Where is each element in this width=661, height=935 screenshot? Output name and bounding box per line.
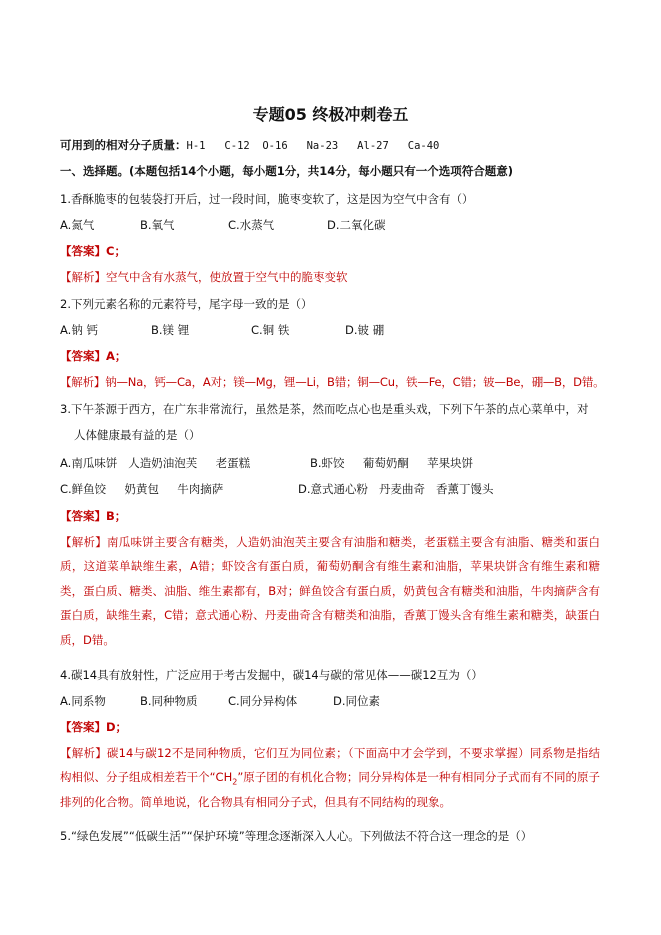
q3-option-d: D.意式通心粉 丹麦曲奇 香薰丁馒头 <box>298 482 494 496</box>
q2-option-c: C.铜 铁 <box>251 323 290 337</box>
q4-explanation <box>60 741 600 814</box>
q2-stem: 2.下列元素名称的元素符号，尾字母一致的是（） <box>60 297 313 311</box>
q3-option-a: A.南瓜味饼 人造奶油泡芙 老蛋糕 <box>60 456 251 470</box>
q1-explanation: 【解析】空气中含有水蒸气，使放置于空气中的脆枣变软 <box>60 270 348 284</box>
q4-option-b: B.同种物质 <box>140 694 198 708</box>
q4-explanation-part1: 【解析】碳14与碳12不是同种物质，它们互为同位素；（下面高中才会学到，不要求掌握）同系物是指结构相似、分子组成相差若干个“CH <box>60 746 600 785</box>
q1-stem: 1.香酥脆枣的包装袋打开后，过一段时间，脆枣变软了，这是因为空气中含有（） <box>60 192 474 206</box>
q4-option-c: C.同分异构体 <box>228 694 298 708</box>
q3-option-c: C.鲜鱼饺 奶黄包 牛肉摘萨 <box>60 482 224 496</box>
q1-answer: 【答案】C； <box>60 244 126 258</box>
q1-option-d: D.二氧化碳 <box>327 218 386 232</box>
section-heading: 一、选择题。(本题包括14个小题，每小题1分，共14分，每小题只有一个选项符合题意) <box>60 164 514 178</box>
atomic-masses-values: H-1 C-12 O-16 Na-23 Al-27 Ca-40 <box>186 140 440 152</box>
q2-option-d: D.铍 硼 <box>345 323 385 337</box>
q1-option-a: A.氮气 <box>60 218 95 232</box>
q2-explanation: 【解析】钠—Na，钙—Ca，A对；镁—Mg，锂—Li，B错；铜—Cu，铁—Fe，C错；铍—Be，硼—B，D错。 <box>60 375 605 389</box>
q2-option-b: B.镁 锂 <box>151 323 190 337</box>
q1-option-c: C.水蒸气 <box>228 218 275 232</box>
q3-stem-line1: 3.下午茶源于西方，在广东非常流行，虽然是茶，然而吃点心也是重头戏，下列下午茶的点心菜单中，对 <box>60 402 589 416</box>
page-title: 专题05 终极冲刺卷五 <box>252 105 409 124</box>
q5-stem: 5.“绿色发展”“低碳生活”“保护环境”等理念逐渐深入人心。下列做法不符合这一理念的是（） <box>60 829 533 843</box>
q2-answer: 【答案】A； <box>60 349 127 363</box>
atomic-masses-label: 可用到的相对分子质量： <box>60 138 187 152</box>
q2-option-a: A.钠 钙 <box>60 323 98 337</box>
q4-answer: 【答案】D； <box>60 720 128 734</box>
q4-option-a: A.同系物 <box>60 694 106 708</box>
q4-stem: 4.碳14具有放射性，广泛应用于考古发掘中，碳14与碳的常见体——碳12互为（） <box>60 668 483 682</box>
q3-stem-line2: 人体健康最有益的是（） <box>74 428 201 442</box>
atomic-masses-line <box>60 138 439 153</box>
q4-explanation-part2: ”原子团的有机化合物；同分异构体是一种有相同分子式而有不同的原子排列的化合物。简单地说，化合物具有相同分子式，但具有不同结构的现象。 <box>60 770 600 809</box>
q3-option-b: B.虾饺 葡萄奶酮 苹果块饼 <box>310 456 474 470</box>
q1-option-b: B.氧气 <box>140 218 175 232</box>
q4-explanation-subscript: 2 <box>232 777 238 787</box>
q3-explanation: 【解析】南瓜味饼主要含有糖类，人造奶油泡芙主要含有油脂和糖类，老蛋糕主要含有油脂、糖类和蛋白质，这道菜单缺维生素，A错；虾饺含有蛋白质，葡萄奶酮含有维生素和油脂，苹果块饼含有维生素和糖类，蛋白质、糖类、油脂、维生素都有，B对；鲜鱼饺含有蛋白质，奶黄包含有糖类和油脂，牛肉摘萨含有蛋白质，缺维生素，C错；意式通心粉、丹麦曲奇含有糖类和油脂，香薰丁馒头含有维生素和糖类，缺蛋白质，D错。 <box>60 535 600 647</box>
q4-option-d: D.同位素 <box>333 694 381 708</box>
q3-answer: 【答案】B； <box>60 509 127 523</box>
